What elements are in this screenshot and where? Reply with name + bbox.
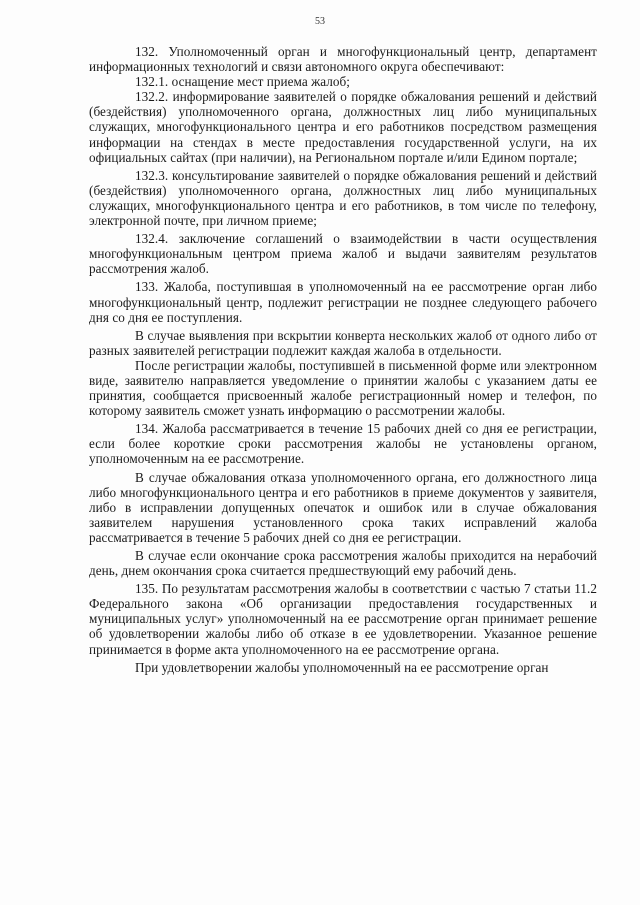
page-number: 53 xyxy=(315,16,325,27)
paragraph-133-notification: После регистрации жалобы, поступившей в письменной форме или электронном виде, заявителю направляется уведомление о принятии жалобы с указанием даты ее принятия, сообщается присвоенный жалобе регистрационный номер и телефон, по которому заявитель сможет узнать информацию о рассмотрении жалобы. xyxy=(89,357,597,419)
paragraph-132-4: 132.4. заключение соглашений о взаимодействии в части осуществления многофункциональным центром приема жалоб и выдачи заявителям результатов рассмотрения жалоб. xyxy=(89,231,597,277)
paragraph-134-refusal: В случае обжалования отказа уполномоченного органа, его должностного лица либо многофункционального центра и его работников в приеме документов у заявителя, либо в исправлении допущенных опечаток и ошибок или в случае обжалования заявителем нарушения установленного срока таких исправлений жалоба рассматривается в течение 5 рабочих дней со дня ее регистрации. xyxy=(89,469,597,545)
paragraph-135-satisfaction: При удовлетворении жалобы уполномоченный на ее рассмотрение орган xyxy=(135,659,549,675)
paragraph-132-3: 132.3. консультирование заявителей о порядке обжалования решений и действий (бездействия) уполномоченного органа, должностных лиц либо муниципальных служащих, многофункционального центра и его работников, в том числе по телефону, электронной почте, при личном приеме; xyxy=(89,167,597,229)
paragraph-133: 133. Жалоба, поступившая в уполномоченный на ее рассмотрение орган либо многофункциональный центр, подлежит регистрации не позднее следующего рабочего дня со дня ее поступления. xyxy=(89,279,597,325)
paragraph-133-envelope: В случае выявления при вскрытии конверта нескольких жалоб от одного либо от разных заявителей регистрации подлежит каждая жалоба в отдельности. xyxy=(89,327,597,358)
paragraph-132-1: 132.1. оснащение мест приема жалоб; xyxy=(135,74,351,90)
paragraph-132: 132. Уполномоченный орган и многофункциональный центр, департамент информационных технологий и связи автономного округа обеспечивают: xyxy=(89,44,597,75)
paragraph-132-2: 132.2. информирование заявителей о порядке обжалования решений и действий (бездействия) уполномоченного органа, должностных лиц либо муниципальных служащих, многофункционального центра и его работников посредством размещения информации на стендах в месте предоставления государственной услуги, на их официальных сайтах (при наличии), на Региональном портале и/или Едином портале; xyxy=(89,89,597,165)
paragraph-134-nonworking-day: В случае если окончание срока рассмотрения жалобы приходится на нерабочий день, днем окончания срока считается предшествующий ему рабочий день. xyxy=(89,548,597,579)
paragraph-135: 135. По результатам рассмотрения жалобы в соответствии с частью 7 статьи 11.2 Федерального закона «Об организации предоставления государственных и муниципальных услуг» уполномоченный на ее рассмотрение орган принимает решение об удовлетворении жалобы либо об отказе в ее удовлетворении. Указанное решение принимается в форме акта уполномоченного на ее рассмотрение органа. xyxy=(89,581,597,657)
paragraph-134: 134. Жалоба рассматривается в течение 15 рабочих дней со дня ее регистрации, если более короткие сроки рассмотрения жалобы не установлены органом, уполномоченным на ее рассмотрение. xyxy=(89,421,597,467)
document-body xyxy=(89,44,597,675)
